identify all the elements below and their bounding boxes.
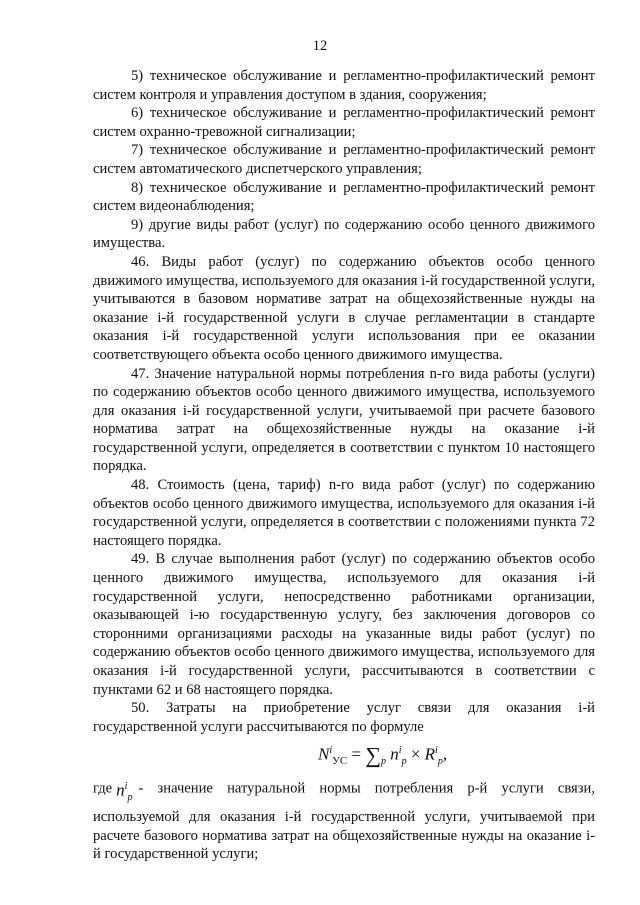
- paragraph-47: 47. Значение натуральной нормы потребления n-го вида работы (услуги) по содержанию объектов особо ценного движимого имущества, используемого для оказания i-й государственной услуги, учитываемой при расчете базового норматива затрат на общехозяйственные нужды на оказание i-й государственной услуги, определяется в соответствии с пунктом 10 настоящего порядка.: [93, 365, 595, 475]
- where-symbol-sub: p: [127, 792, 133, 804]
- where-text: - значение натуральной нормы потребления p-й услуги связи, используемой для оказания i-й государственной услуги, учитываемой при расчете базового норматива затрат на общехозяйственные нужды на оказание i-й государственной услуги;: [93, 781, 595, 863]
- paragraph-item-7: 7) техническое обслуживание и регламентно-профилактический ремонт систем автоматического диспетчерского управления;: [93, 142, 595, 177]
- paragraph-50: 50. Затраты на приобретение услуг связи для оказания i-й государственной услуги рассчитываются по формуле: [93, 700, 595, 735]
- formula-n-symbol: n: [390, 745, 399, 765]
- where-symbol: [116, 778, 132, 808]
- formula-equals: =: [351, 745, 362, 765]
- paragraph-49: 49. В случае выполнения работ (услуг) по содержанию объектов особо ценного движимого имущества, используемого для оказания i-й государственной услуги, непосредственно работниками организации, оказывающей i-ю государственную услугу, без заключения договоров со сторонними организациями расходы на указанные виды работ (услуг) по содержанию объектов особо ценного движимого имущества, используемого для оказания i-й государственной услуги, рассчитываются в соответствии с пунктами 62 и 68 настоящего порядка.: [93, 551, 595, 698]
- formula-times: ×: [410, 745, 421, 765]
- sum-sign-icon: ∑: [365, 743, 382, 769]
- formula-r-symbol: R: [424, 745, 436, 765]
- paragraph-item-5: 5) техническое обслуживание и регламентно-профилактический ремонт систем контроля и управления доступом в здания, сооружения;: [93, 68, 595, 103]
- where-symbol-sup: i: [124, 781, 128, 793]
- formula-n-sub: p: [401, 756, 407, 768]
- formula-lhs-sup: i: [329, 745, 333, 757]
- where-prefix: где: [93, 781, 113, 798]
- where-explanation: [93, 778, 595, 863]
- paragraph-48: 48. Стоимость (цена, тариф) n-го вида работ (услуг) по содержанию объектов особо ценного движимого имущества, используемого для оказания i-й государственной услуги, определяется в соответствии с положениями пункта 72 настоящего порядка.: [93, 477, 595, 549]
- where-symbol-letter: n: [116, 781, 125, 801]
- page-number: 12: [312, 38, 328, 54]
- formula-lhs-symbol: N: [318, 745, 330, 765]
- formula-n-sup: i: [398, 745, 402, 757]
- paragraph-item-6: 6) техническое обслуживание и регламентно-профилактический ремонт систем охранно-тревожной сигнализации;: [93, 105, 595, 140]
- document-body: [93, 67, 595, 864]
- formula-lhs-sub: УС: [332, 755, 348, 768]
- paragraph-item-8: 8) техническое обслуживание и регламентно-профилактический ремонт систем видеонаблюдения;: [93, 179, 595, 215]
- formula-r-sup: i: [435, 745, 438, 757]
- paragraph-item-9: 9) другие виды работ (услуг) по содержанию особо ценного движимого имущества.: [93, 216, 595, 252]
- formula-sum-index: p: [381, 756, 387, 768]
- formula-trailing-comma: ,: [442, 745, 448, 765]
- formula-expression: [318, 742, 447, 772]
- paragraph-46: 46. Виды работ (услуг) по содержанию объектов особо ценного движимого имущества, используемого для оказания i-й государственной услуги, учитываются в базовом нормативе затрат на общехозяйственные нужды на оказание i-й государственной услуги в случае регламентации в стандарте оказания i-й государственной услуги использования при ее оказании соответствующего объекта особо ценного движимого имущества.: [93, 253, 595, 363]
- formula-r-sub: p: [437, 756, 443, 768]
- communication-cost-formula: [93, 736, 595, 778]
